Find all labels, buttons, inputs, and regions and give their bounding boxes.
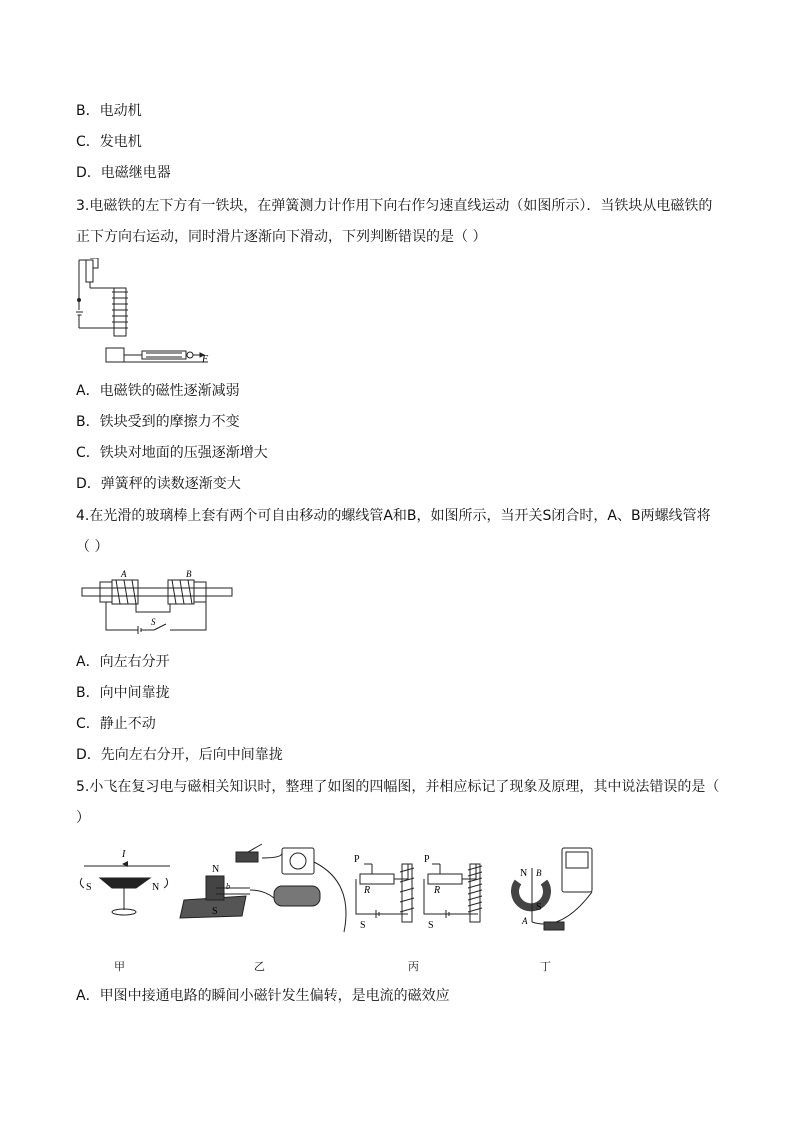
q4-option-b: B．向中间靠拢	[76, 685, 170, 701]
q3-option-b: B．铁块受到的摩擦力不变	[76, 414, 240, 430]
q3-option-d: D．弹簧秤的读数逐渐变大	[76, 476, 241, 492]
q5-label-north-a: N	[152, 882, 160, 893]
q2-option-c: C．发电机	[76, 134, 142, 150]
q5-label-south-b: S	[212, 906, 218, 917]
q5-label-b-small: b	[226, 882, 230, 891]
q5-label-south-d: S	[536, 902, 542, 913]
q4-option-d: D．先向左右分开，后向中间靠拢	[76, 747, 283, 763]
q5-label-current: I	[122, 849, 126, 860]
q5-label-s2: S	[428, 920, 434, 931]
q3-option-c: C．铁块对地面的压强逐渐增大	[76, 445, 268, 461]
q3-force-label: F	[202, 354, 209, 365]
q5-caption-jia: 甲	[114, 960, 125, 973]
q5-label-r1: R	[364, 885, 371, 896]
q5-label-north-d: N	[520, 868, 528, 879]
q5-label-a-d: A	[522, 916, 528, 926]
q4-label-s: S	[151, 617, 156, 627]
q5-label-p1: P	[354, 854, 360, 865]
q3-stem: 3.电磁铁的左下方有一铁块，在弹簧测力计作用下向右作匀速直线运动（如图所示）．当铁块从电磁铁的正下方向右运动，同时滑片逐渐向下滑动，下列判断错误的是（ ）	[76, 198, 713, 245]
q5-label-north-b: N	[212, 864, 220, 875]
q3-option-a: A．电磁铁的磁性逐渐减弱	[76, 383, 240, 399]
q4-label-a: A	[121, 569, 127, 579]
q2-option-d: D．电磁继电器	[76, 165, 171, 181]
q5-caption-yi: 乙	[254, 960, 265, 973]
q5-caption-ding: 丁	[540, 960, 551, 973]
q5-option-a: A．甲图中接通电路的瞬间小磁针发生偏转，是电流的磁效应	[76, 988, 450, 1004]
q2-option-b: B．电动机	[76, 103, 142, 119]
q4-option-c: C．静止不动	[76, 716, 156, 732]
q5-label-b-d: B	[536, 868, 542, 878]
q5-caption-bing: 丙	[408, 960, 419, 973]
q5-stem: 5.小飞在复习电与磁相关知识时，整理了如图的四幅图，并相应标记了现象及原理，其中说法错误的是（ ）	[76, 779, 720, 826]
q4-label-b: B	[186, 569, 192, 579]
q4-solenoid-figure	[78, 566, 238, 638]
q4-stem: 4.在光滑的玻璃棒上套有两个可自由移动的螺线管A和B，如图所示，当开关S闭合时，A、B两螺线管将（ ）	[76, 508, 711, 555]
q5-label-p2: P	[424, 854, 430, 865]
q3-electromagnet-figure	[76, 258, 216, 368]
q5-label-r2: R	[434, 885, 441, 896]
q5-label-south-a: S	[86, 882, 92, 893]
q5-four-figures	[66, 838, 626, 948]
q4-option-a: A．向左右分开	[76, 654, 170, 670]
q5-label-s1: S	[360, 920, 366, 931]
